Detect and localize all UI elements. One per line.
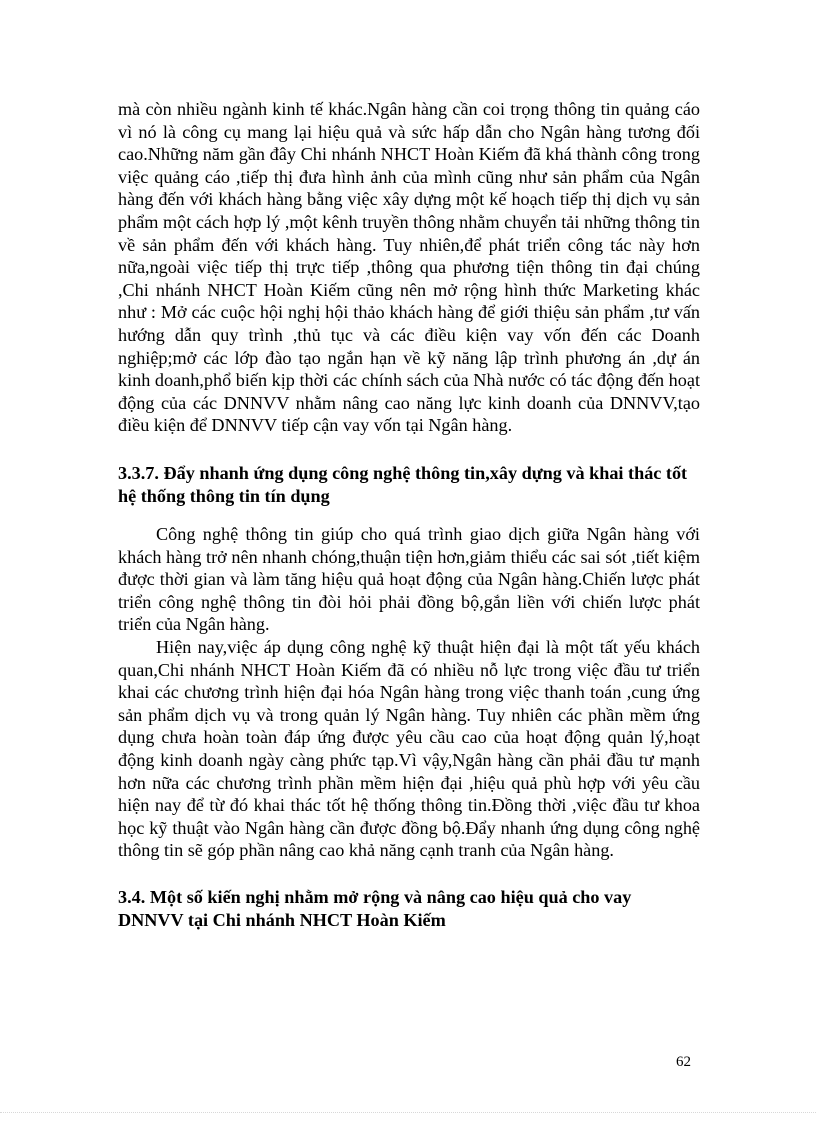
paragraph-technology-detail: Hiện nay,việc áp dụng công nghệ kỹ thuật hiện đại là một tất yếu khách quan,Chi nhánh NHCT Hoàn Kiếm đã có nhiều nỗ lực trong việc đầu tư triển khai các chương trình hiện đại hóa Ngân hàng trong việc thanh toán ,cung ứng sản phẩm dịch vụ và trong quản lý Ngân hàng. Tuy nhiên các phần mềm ứng dụng chưa hoàn toàn đáp ứng được yêu cầu cao của hoạt động quản lý,hoạt động kinh doanh ngày càng phức tạp.Vì vậy,Ngân hàng cần phải đầu tư mạnh hơn nữa các chương trình phần mềm hiện đại ,hiệu quả phù hợp với yêu cầu hiện nay để từ đó khai thác tốt hệ thống thông tin.Đồng thời ,việc đầu tư khoa học kỹ thuật vào Ngân hàng cần được đồng bộ.Đẩy nhanh ứng dụng công nghệ thông tin sẽ góp phần nâng cao khả năng cạnh tranh của Ngân hàng. (118, 637, 700, 861)
paragraph-technology-intro: Công nghệ thông tin giúp cho quá trình giao dịch giữa Ngân hàng với khách hàng trở nên nhanh chóng,thuận tiện hơn,giảm thiểu các sai sót ,tiết kiệm được thời gian và làm tăng hiệu quả hoạt động của Ngân hàng.Chiến lược phát triển công nghệ thông tin đòi hỏi phải đồng bộ,gắn liền với chiến lược phát triển của Ngân hàng. (118, 524, 700, 635)
paragraph-marketing: mà còn nhiều ngành kinh tế khác.Ngân hàng cần coi trọng thông tin quảng cáo vì nó là công cụ mang lại hiệu quả và sức hấp dẫn cho Ngân hàng tương đối cao.Những năm gần đây Chi nhánh NHCT Hoàn Kiếm đã khá thành công trong việc quảng cáo ,tiếp thị đưa hình ảnh của mình cũng như sản phẩm của Ngân hàng đến với khách hàng bằng việc xây dựng một kế hoạch tiếp thị dịch vụ sản phẩm một cách hợp lý ,một kênh truyền thông nhằm chuyển tải những thông tin về sản phẩm đến với khách hàng. Tuy nhiên,để phát triển công tác này hơn nữa,ngoài việc tiếp thị trực tiếp ,thông qua phương tiện thông tin đại chúng ,Chi nhánh NHCT Hoàn Kiếm cũng nên mở rộng hình thức Marketing khác như : Mở các cuộc hội nghị hội thảo khách hàng để giới thiệu sản phẩm ,tư vấn hướng dẫn quy trình ,thủ tục và các điều kiện vay vốn đến các Doanh nghiệp;mở các lớp đào tạo ngắn hạn về kỹ năng lập trình phương án ,dự án kinh doanh,phổ biến kịp thời các chính sách của Nhà nước có tác động đến hoạt động của các DNNVV nhằm nâng cao năng lực kinh doanh của DNNVV,tạo điều kiện để DNNVV tiếp cận vay vốn tại Ngân hàng. (118, 99, 700, 436)
page-number: 62 (676, 1054, 691, 1070)
section-heading-3-4: 3.4. Một số kiến nghị nhằm mở rộng và nâng cao hiệu quả cho vay DNNVV tại Chi nhánh NHCT Hoàn Kiếm (118, 887, 632, 930)
page-bottom-divider (0, 1112, 816, 1113)
section-heading-3-3-7: 3.3.7. Đẩy nhanh ứng dụng công nghệ thông tin,xây dựng và khai thác tốt hệ thống thông tin tín dụng (118, 462, 688, 506)
page-content (118, 98, 700, 931)
